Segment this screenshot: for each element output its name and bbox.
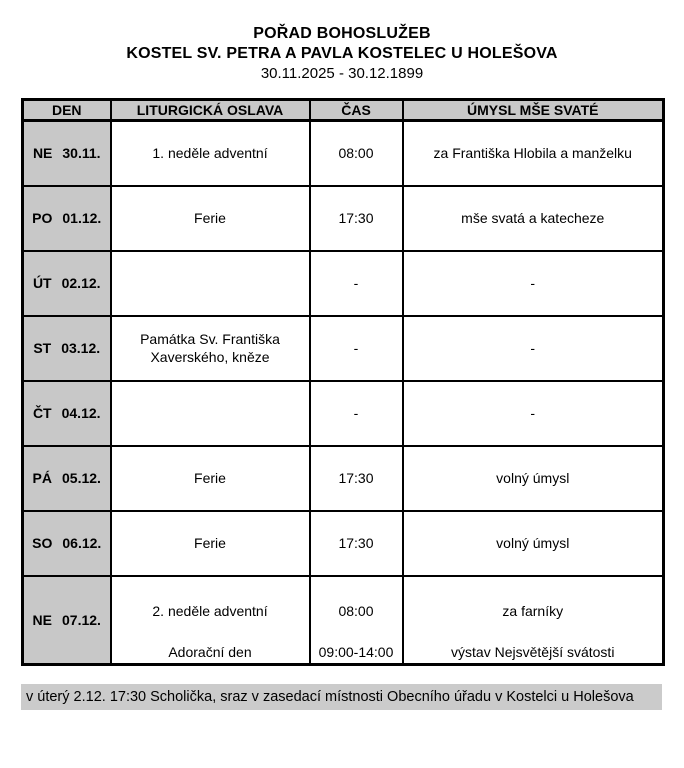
footer-note: v úterý 2.12. 17:30 Scholička, sraz v zasedací místnosti Obecního úřadu v Kostelci u Holešova: [21, 684, 662, 710]
day-cell: [23, 576, 111, 665]
day-label: [28, 535, 106, 551]
intention-cell: volný úmysl: [403, 511, 664, 576]
celebration-cell: [111, 251, 310, 316]
celebration-cell: [111, 446, 310, 511]
time-cell: [310, 576, 403, 665]
day-cell: [23, 446, 111, 511]
day-label: [28, 210, 106, 226]
time-text-2: 09:00-14:00: [318, 643, 394, 660]
time-cell: 17:30: [310, 186, 403, 251]
celebration-cell: [111, 381, 310, 446]
day-label: [28, 612, 106, 628]
document-title: POŘAD BOHOSLUŽEB: [253, 25, 431, 42]
day-cell: [23, 121, 111, 186]
day-abbr: PO: [32, 210, 53, 226]
column-header-cas: ČAS: [310, 100, 403, 121]
celebration-cell: [111, 186, 310, 251]
celebration-text: Ferie: [194, 535, 226, 551]
celebration-text-2: Adorační den: [168, 643, 252, 660]
day-date: 06.12.: [62, 535, 102, 551]
celebration-cell: [111, 576, 310, 665]
intention-cell: [403, 576, 664, 665]
day-date: 03.12.: [61, 340, 101, 356]
time-cell: -: [310, 251, 403, 316]
schedule-table: [21, 98, 665, 666]
time-cell: -: [310, 316, 403, 381]
intention-cell: -: [403, 316, 664, 381]
table-row-pa-05-12: [23, 446, 664, 511]
celebration-text: Ferie: [194, 470, 226, 486]
celebration-stack: [118, 579, 303, 661]
time-cell: -: [310, 381, 403, 446]
table-row-po-01-12: [23, 186, 664, 251]
time-cell: 17:30: [310, 511, 403, 576]
day-abbr: NE: [32, 611, 52, 628]
intention-cell: -: [403, 381, 664, 446]
time-stack: [317, 579, 396, 661]
intention-cell: volný úmysl: [403, 446, 664, 511]
day-cell: [23, 251, 111, 316]
celebration-cell: [111, 121, 310, 186]
table-row-ne-07-12: [23, 576, 664, 665]
time-text: 08:00: [338, 603, 374, 619]
day-label: [28, 275, 106, 291]
table-header-row: [23, 100, 664, 121]
intention-cell: mše svatá a katecheze: [403, 186, 664, 251]
day-cell: [23, 186, 111, 251]
time-cell: 17:30: [310, 446, 403, 511]
celebration-cell: [111, 511, 310, 576]
celebration-cell: [111, 316, 310, 381]
day-abbr: NE: [32, 145, 53, 162]
intention-cell: -: [403, 251, 664, 316]
table-row-ne-30-11: [23, 121, 664, 186]
day-label: [28, 405, 106, 421]
day-date: 30.11.: [62, 145, 101, 162]
day-cell: [23, 381, 111, 446]
time-cell: 08:00: [310, 121, 403, 186]
intention-text-2: výstav Nejsvětější svátosti: [451, 643, 615, 660]
day-abbr: SO: [32, 535, 53, 551]
table-row-st-03-12: [23, 316, 664, 381]
day-date: 02.12.: [61, 275, 101, 291]
intention-text: za farníky: [502, 603, 564, 619]
day-abbr: ÚT: [32, 275, 52, 291]
celebration-text: 2. neděle adventní: [152, 603, 268, 619]
day-date: 07.12.: [62, 611, 101, 628]
celebration-text: 1. neděle adventní: [152, 145, 268, 162]
day-date: 05.12.: [62, 470, 101, 486]
day-label: [28, 145, 106, 161]
day-cell: [23, 316, 111, 381]
day-label: [28, 470, 106, 486]
table-row-ct-04-12: [23, 381, 664, 446]
day-label: [28, 340, 106, 356]
intention-cell: za Františka Hlobila a manželku: [403, 121, 664, 186]
date-range: 30.11.2025 - 30.12.1899: [260, 65, 424, 82]
celebration-text: Památka Sv. Františka Xaverského, kněze: [140, 331, 280, 365]
day-cell: [23, 511, 111, 576]
column-header-den: DEN: [23, 100, 111, 121]
column-header-umysl: ÚMYSL MŠE SVATÉ: [403, 100, 664, 121]
celebration-text: Ferie: [194, 210, 226, 226]
title-block: [0, 0, 684, 83]
day-date: 04.12.: [61, 405, 101, 421]
day-date: 01.12.: [62, 210, 102, 226]
day-abbr: PÁ: [32, 470, 52, 486]
table-row-so-06-12: [23, 511, 664, 576]
day-abbr: ČT: [32, 405, 52, 421]
column-header-liturgicka-oslava: LITURGICKÁ OSLAVA: [111, 100, 310, 121]
table-row-ut-02-12: [23, 251, 664, 316]
day-abbr: ST: [33, 340, 52, 356]
intention-stack: [410, 579, 657, 661]
church-name: KOSTEL SV. PETRA A PAVLA KOSTELEC U HOLEŠOVA: [126, 45, 558, 62]
